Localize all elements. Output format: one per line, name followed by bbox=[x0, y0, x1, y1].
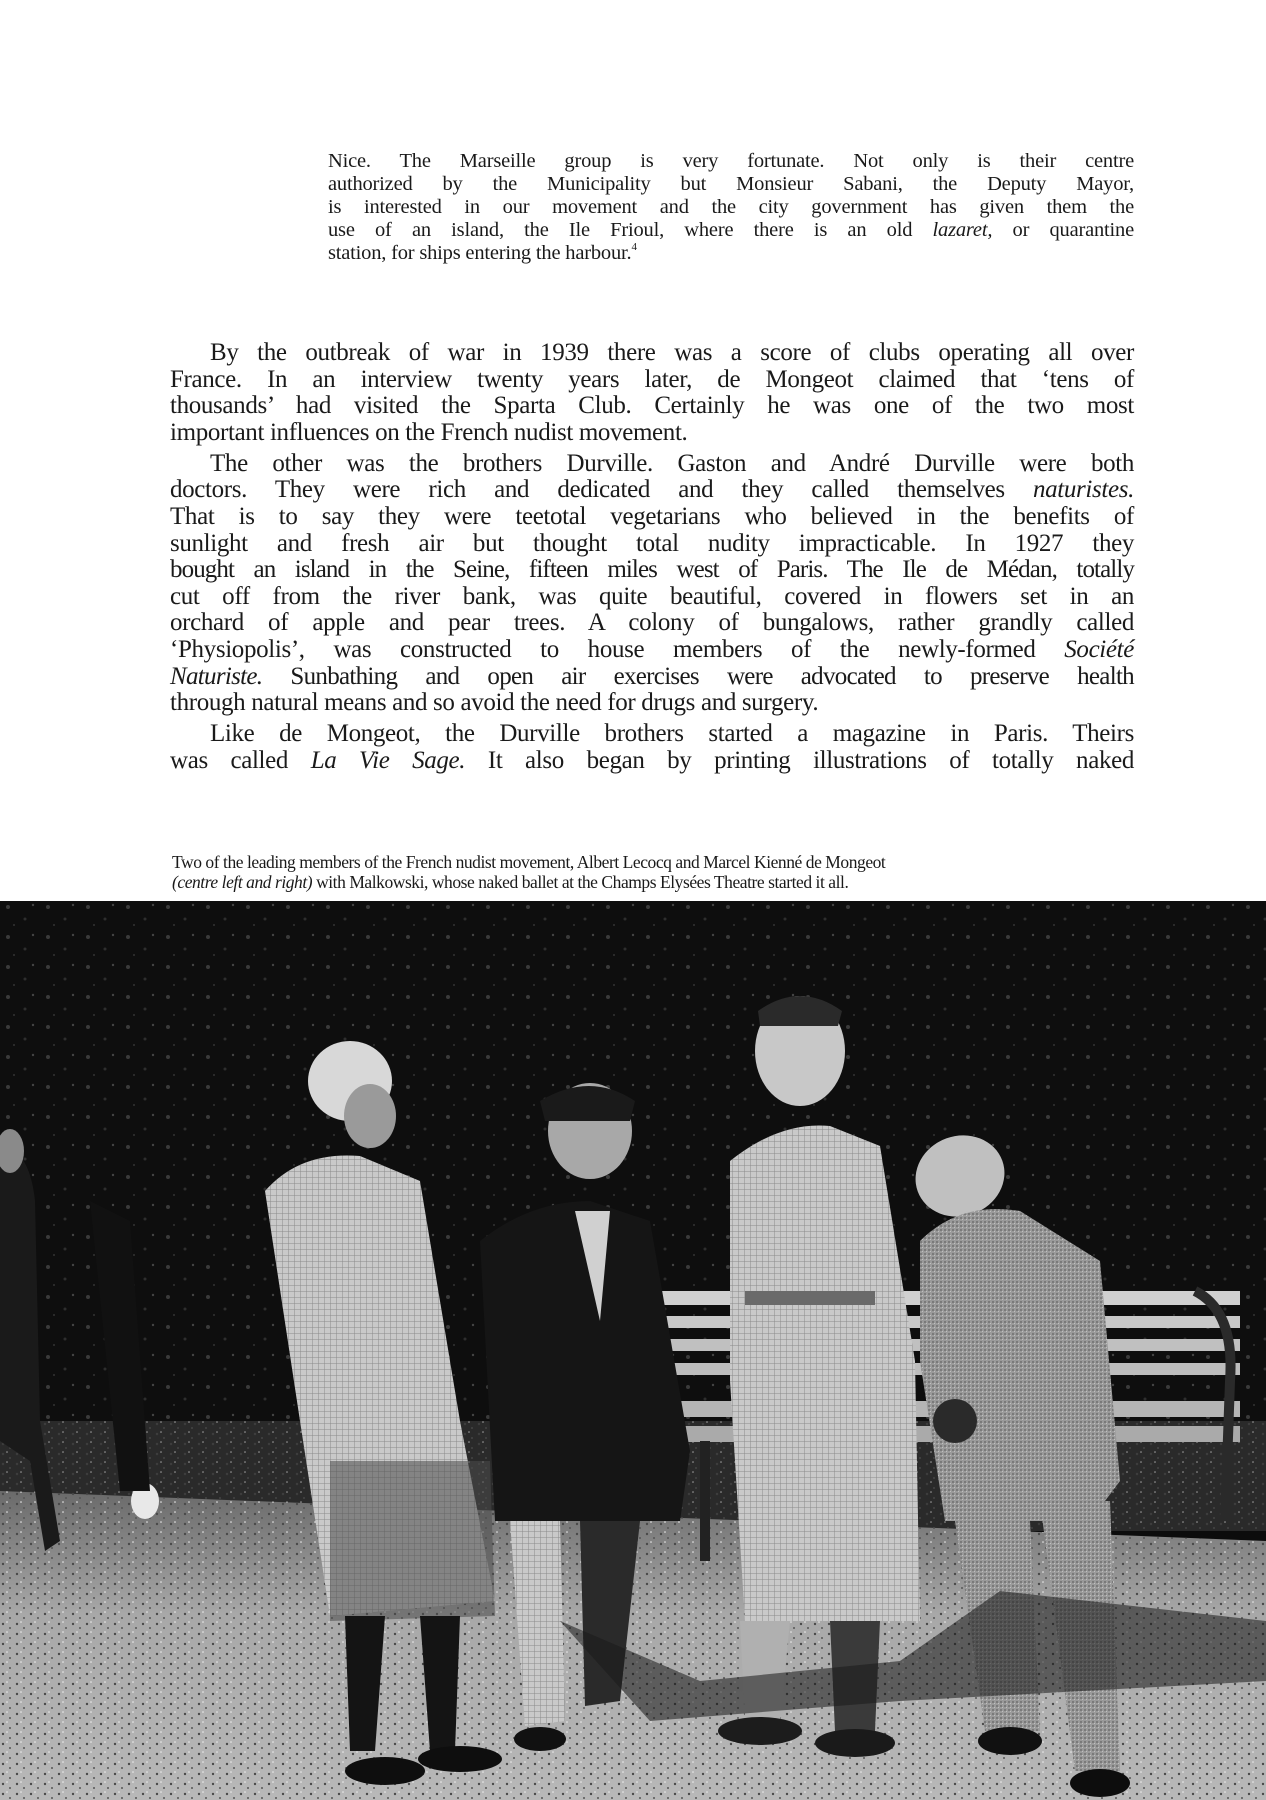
paragraph bbox=[170, 340, 1134, 446]
quote-line: is interested in our movement and the city government has given them the bbox=[328, 196, 1134, 218]
block-quote bbox=[328, 150, 1134, 265]
italic-term: naturistes. bbox=[1032, 476, 1134, 504]
text-line: orchard of apple and pear trees. A colony of bungalows, rather grandly called bbox=[170, 609, 1134, 637]
quote-line bbox=[328, 242, 1134, 265]
text-segment: ‘Physiopolis’, was constructed to house members of the newly-formed bbox=[170, 636, 1065, 664]
photo-caption bbox=[172, 852, 1072, 892]
quote-text: use of an island, the Ile Frioul, where there is an old bbox=[328, 219, 913, 241]
text-line: cut off from the river bank, was quite beautiful, covered in flowers set in an bbox=[170, 582, 1134, 610]
text-line: important influences on the French nudist movement. bbox=[170, 418, 688, 446]
caption-line bbox=[172, 872, 1072, 892]
text-line: bought an island in the Seine, fifteen miles west of Paris. The Ile de Médan, totally bbox=[170, 556, 1134, 584]
text-segment: Sunbathing and open air exercises were advocated to preserve health bbox=[262, 662, 1134, 690]
caption-text: with Malkowski, whose naked ballet at the Champs Elysées Theatre started it all. bbox=[312, 872, 849, 892]
text-line: France. In an interview twenty years later, de Mongeot claimed that ‘tens of bbox=[170, 365, 1134, 393]
quote-line: Nice. The Marseille group is very fortunate. Not only is their centre bbox=[328, 150, 1134, 172]
photograph bbox=[0, 901, 1266, 1800]
text-line: sunlight and fresh air but thought total nudity impracticable. In 1927 they bbox=[170, 529, 1134, 557]
footnote-reference[interactable]: 4 bbox=[631, 241, 637, 253]
text-line bbox=[170, 748, 1134, 775]
italic-term: Naturiste. bbox=[170, 662, 263, 690]
paragraph bbox=[170, 451, 1134, 717]
body-text bbox=[170, 340, 1134, 775]
caption-line: Two of the leading members of the French nudist movement, Albert Lecocq and Marcel Kienné de Mongeot bbox=[172, 852, 886, 872]
text-line bbox=[170, 637, 1134, 664]
photo-illustration bbox=[0, 901, 1266, 1800]
text-segment: doctors. They were rich and dedicated and they called themselves bbox=[170, 476, 1033, 504]
text-segment: It also began by printing illustrations of totally naked bbox=[465, 746, 1135, 774]
magazine-title: La Vie Sage. bbox=[310, 746, 466, 774]
text-line bbox=[170, 664, 1134, 691]
italic-term: Société bbox=[1064, 636, 1134, 664]
quote-text: or quarantine bbox=[992, 219, 1134, 241]
text-line bbox=[170, 477, 1134, 504]
text-segment: was called bbox=[170, 746, 311, 774]
paragraph bbox=[170, 721, 1134, 774]
text-line: That is to say they were teetotal vegetarians who believed in the benefits of bbox=[170, 503, 1134, 531]
text-line: The other was the brothers Durville. Gaston and André Durville were both bbox=[210, 449, 1134, 477]
text-line: thousands’ had visited the Sparta Club. Certainly he was one of the two most bbox=[170, 392, 1134, 420]
quote-line: authorized by the Municipality but Monsieur Sabani, the Deputy Mayor, bbox=[328, 173, 1134, 195]
quote-italic-term: lazaret, bbox=[932, 219, 993, 241]
text-line: through natural means and so avoid the need for drugs and surgery. bbox=[170, 689, 819, 717]
text-line: By the outbreak of war in 1939 there was a score of clubs operating all over bbox=[210, 339, 1134, 366]
caption-italic: (centre left and right) bbox=[172, 872, 313, 892]
text-line: Like de Mongeot, the Durville brothers started a magazine in Paris. Theirs bbox=[210, 720, 1134, 748]
quote-text: station, for ships entering the harbour. bbox=[328, 242, 632, 264]
quote-line bbox=[328, 219, 1134, 242]
